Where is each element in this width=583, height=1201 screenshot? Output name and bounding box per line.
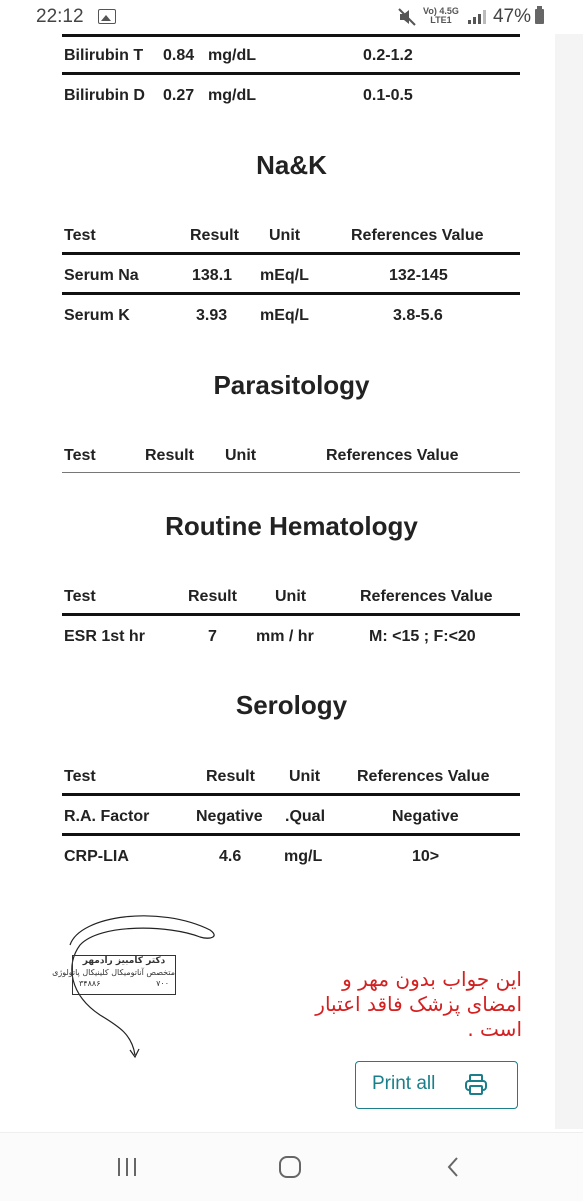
table-cell-result: 0.27	[163, 87, 195, 104]
table-cell-result: Negative	[196, 808, 263, 825]
section-title-parasitology: Parasitology	[213, 370, 370, 400]
divider	[62, 72, 520, 75]
stamp-code-right: ۷۰۰	[156, 979, 169, 988]
table-header-test: Test	[64, 227, 96, 244]
table-header-unit: Unit	[225, 447, 257, 464]
scrollbar-track[interactable]	[555, 34, 583, 1129]
table-cell-result: 3.93	[196, 307, 228, 324]
table-header-unit: Unit	[289, 768, 321, 785]
home-icon[interactable]	[278, 1155, 302, 1179]
navigation-bar	[0, 1132, 583, 1201]
table-header-result: Result	[190, 227, 239, 244]
table-cell-ref: 0.2-1.2	[363, 47, 413, 64]
table-header-test: Test	[64, 768, 96, 785]
recent-apps-icon[interactable]	[116, 1157, 138, 1177]
table-cell-unit: mEq/L	[260, 267, 309, 284]
table-cell-test: ESR 1st hr	[64, 628, 145, 645]
divider	[62, 252, 520, 255]
table-header-ref: References Value	[326, 447, 459, 464]
stamp-name: دکتر کامبیز رادمهر	[82, 956, 166, 966]
table-header-test: Test	[64, 588, 96, 605]
table-cell-ref: 132-145	[389, 267, 448, 284]
divider	[62, 292, 520, 295]
divider	[62, 833, 520, 836]
table-header-ref: References Value	[351, 227, 484, 244]
battery-icon	[535, 9, 544, 24]
battery-percent: 47%	[492, 6, 531, 27]
table-cell-ref: 3.8-5.6	[393, 307, 443, 324]
table-cell-test: Serum Na	[64, 267, 139, 284]
table-cell-unit: .Qual	[285, 808, 326, 825]
table-header-unit: Unit	[269, 227, 301, 244]
validity-notice: این جواب بدون مهر و امضای پزشک فاقد اعتبار است .	[315, 967, 522, 1041]
table-cell-test: CRP-LIA	[64, 848, 129, 865]
status-bar	[0, 0, 583, 34]
doctor-stamp	[52, 955, 176, 995]
table-header-result: Result	[145, 447, 194, 464]
table-cell-result: 7	[208, 628, 217, 645]
table-cell-result: 138.1	[192, 267, 233, 284]
image-icon	[98, 9, 116, 24]
section-title-serology: Serology	[235, 690, 348, 720]
table-cell-unit: mg/dL	[208, 87, 256, 104]
table-cell-test: Bilirubin D	[64, 87, 145, 104]
stamp-title: متخصص آناتومیکال کلینیکال پاتولوژی	[52, 968, 175, 977]
table-cell-ref: M: <15 ; F:<20	[369, 628, 476, 645]
stamp-code-left: ۳۴۸۸۶	[79, 979, 101, 988]
table-cell-unit: mg/L	[284, 848, 323, 865]
table-cell-result: 4.6	[219, 848, 242, 865]
divider	[62, 34, 520, 37]
table-cell-unit: mm / hr	[256, 628, 314, 645]
table-cell-test: R.A. Factor	[64, 808, 150, 825]
table-cell-ref: 10>	[412, 848, 440, 865]
printer-icon	[464, 1074, 488, 1096]
network-bottom: LTE1	[430, 15, 452, 25]
table-header-result: Result	[206, 768, 255, 785]
back-icon[interactable]	[445, 1155, 461, 1179]
table-cell-test: Serum K	[64, 307, 130, 324]
divider	[62, 472, 520, 473]
table-header-result: Result	[188, 588, 237, 605]
section-title-nak: Na&K	[256, 150, 327, 180]
table-cell-test: Bilirubin T	[64, 47, 144, 64]
network-top: Vo) 4.5G	[423, 6, 459, 16]
mute-icon	[398, 8, 416, 31]
print-all-button[interactable]	[355, 1061, 518, 1109]
table-cell-unit: mEq/L	[260, 307, 309, 324]
table-header-ref: References Value	[357, 768, 490, 785]
divider	[62, 613, 520, 616]
table-header-unit: Unit	[275, 588, 307, 605]
status-time: 22:12	[36, 6, 84, 27]
network-indicator	[423, 7, 459, 25]
table-cell-unit: mg/dL	[208, 47, 256, 64]
table-cell-result: 0.84	[163, 47, 195, 64]
signal-icon	[468, 10, 488, 24]
table-header-test: Test	[64, 447, 96, 464]
print-all-label: Print all	[372, 1073, 436, 1094]
table-header-ref: References Value	[360, 588, 493, 605]
table-cell-ref: Negative	[392, 808, 459, 825]
table-cell-ref: 0.1-0.5	[363, 87, 413, 104]
section-title-hematology: Routine Hematology	[165, 511, 418, 541]
divider	[62, 793, 520, 796]
